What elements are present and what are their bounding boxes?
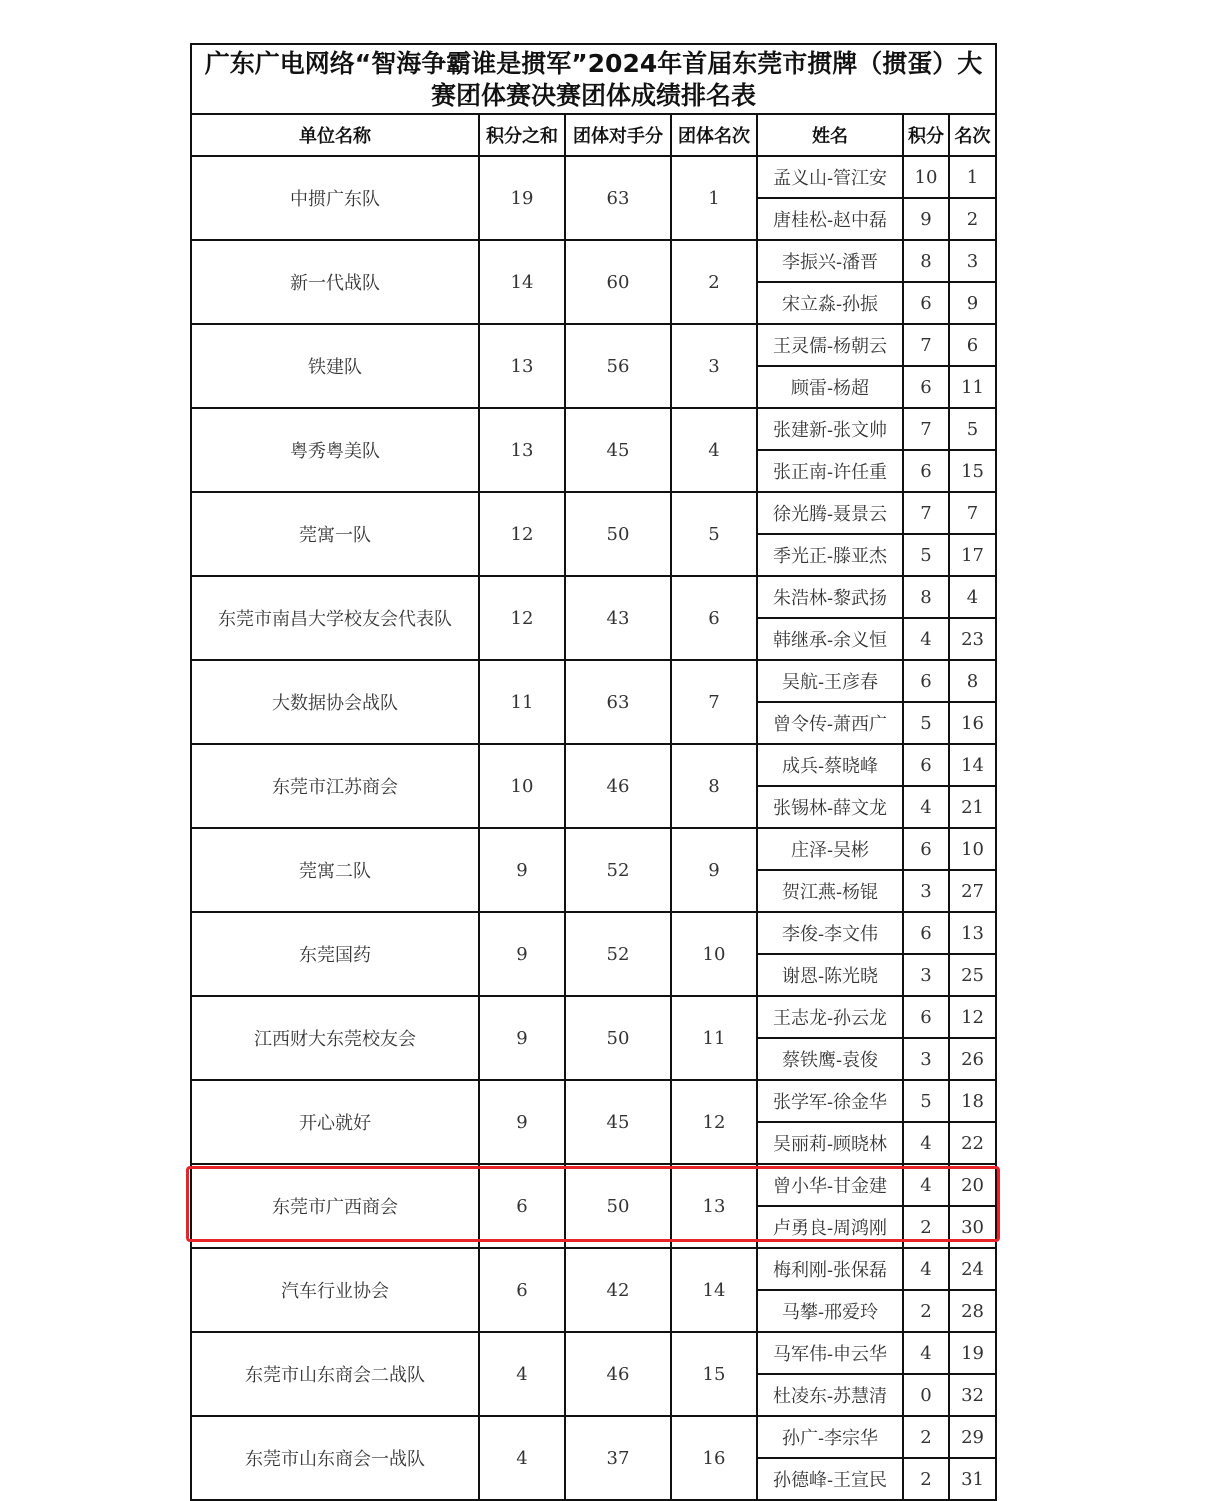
points-sum: 6 <box>479 1248 565 1332</box>
player-rank: 5 <box>949 408 996 450</box>
player-names: 谢恩-陈光晓 <box>757 954 903 996</box>
player-points: 8 <box>903 576 949 618</box>
opponent-points: 63 <box>565 660 671 744</box>
player-rank: 27 <box>949 870 996 912</box>
player-rank: 31 <box>949 1458 996 1500</box>
player-names: 曾令传-萧西广 <box>757 702 903 744</box>
player-points: 8 <box>903 240 949 282</box>
opponent-points: 63 <box>565 156 671 240</box>
team-name: 东莞国药 <box>191 912 479 996</box>
player-points: 2 <box>903 1290 949 1332</box>
player-rank: 32 <box>949 1374 996 1416</box>
team-rank: 11 <box>671 996 757 1080</box>
team-rank: 15 <box>671 1332 757 1416</box>
player-points: 5 <box>903 534 949 576</box>
table-row <box>191 408 996 450</box>
player-names: 张正南-许任重 <box>757 450 903 492</box>
player-names: 孙广-李宗华 <box>757 1416 903 1458</box>
player-names: 顾雷-杨超 <box>757 366 903 408</box>
player-points: 6 <box>903 912 949 954</box>
opponent-points: 50 <box>565 1164 671 1248</box>
player-points: 5 <box>903 1080 949 1122</box>
team-name: 铁建队 <box>191 324 479 408</box>
player-points: 6 <box>903 828 949 870</box>
team-rank: 13 <box>671 1164 757 1248</box>
player-points: 4 <box>903 1248 949 1290</box>
team-name: 东莞市山东商会一战队 <box>191 1416 479 1500</box>
player-points: 0 <box>903 1374 949 1416</box>
player-names: 曾小华-甘金建 <box>757 1164 903 1206</box>
team-name: 粤秀粤美队 <box>191 408 479 492</box>
table-row <box>191 912 996 954</box>
player-names: 杜凌东-苏慧清 <box>757 1374 903 1416</box>
player-names: 李俊-李文伟 <box>757 912 903 954</box>
player-points: 9 <box>903 198 949 240</box>
table-row <box>191 156 996 198</box>
player-names: 吴航-王彦春 <box>757 660 903 702</box>
table-row <box>191 1332 996 1374</box>
player-rank: 4 <box>949 576 996 618</box>
player-rank: 3 <box>949 240 996 282</box>
player-rank: 20 <box>949 1164 996 1206</box>
player-rank: 7 <box>949 492 996 534</box>
player-names: 梅利刚-张保磊 <box>757 1248 903 1290</box>
player-points: 3 <box>903 954 949 996</box>
header-points-sum: 积分之和 <box>479 114 565 156</box>
team-rank: 5 <box>671 492 757 576</box>
player-names: 蔡铁鹰-袁俊 <box>757 1038 903 1080</box>
points-sum: 13 <box>479 324 565 408</box>
player-names: 庄泽-吴彬 <box>757 828 903 870</box>
table-title: 广东广电网络“智海争霸谁是掼军”2024年首届东莞市掼牌（掼蛋）大赛团体赛决赛团体成绩排名表 <box>191 44 996 114</box>
opponent-points: 43 <box>565 576 671 660</box>
team-name: 新一代战队 <box>191 240 479 324</box>
player-points: 3 <box>903 870 949 912</box>
player-names: 孙德峰-王宣民 <box>757 1458 903 1500</box>
team-name: 东莞市江苏商会 <box>191 744 479 828</box>
points-sum: 12 <box>479 576 565 660</box>
points-sum: 9 <box>479 828 565 912</box>
player-names: 卢勇良-周鸿刚 <box>757 1206 903 1248</box>
player-names: 宋立淼-孙振 <box>757 282 903 324</box>
team-rank: 14 <box>671 1248 757 1332</box>
team-rank: 4 <box>671 408 757 492</box>
player-names: 季光正-滕亚杰 <box>757 534 903 576</box>
header-points: 积分 <box>903 114 949 156</box>
player-points: 6 <box>903 366 949 408</box>
player-names: 张锡林-薛文龙 <box>757 786 903 828</box>
player-names: 王志龙-孙云龙 <box>757 996 903 1038</box>
player-rank: 25 <box>949 954 996 996</box>
points-sum: 6 <box>479 1164 565 1248</box>
team-name: 东莞市南昌大学校友会代表队 <box>191 576 479 660</box>
player-rank: 23 <box>949 618 996 660</box>
player-rank: 26 <box>949 1038 996 1080</box>
points-sum: 14 <box>479 240 565 324</box>
player-points: 6 <box>903 996 949 1038</box>
points-sum: 19 <box>479 156 565 240</box>
opponent-points: 52 <box>565 828 671 912</box>
points-sum: 9 <box>479 912 565 996</box>
opponent-points: 60 <box>565 240 671 324</box>
player-names: 徐光腾-聂景云 <box>757 492 903 534</box>
points-sum: 4 <box>479 1416 565 1500</box>
player-rank: 19 <box>949 1332 996 1374</box>
table-row <box>191 744 996 786</box>
table-row <box>191 240 996 282</box>
player-points: 4 <box>903 786 949 828</box>
table-row <box>191 1080 996 1122</box>
player-points: 2 <box>903 1206 949 1248</box>
table-row <box>191 492 996 534</box>
player-names: 吴丽莉-顾晓林 <box>757 1122 903 1164</box>
points-sum: 11 <box>479 660 565 744</box>
header-rank: 名次 <box>949 114 996 156</box>
team-name: 东莞市广西商会 <box>191 1164 479 1248</box>
player-points: 4 <box>903 1122 949 1164</box>
player-names: 成兵-蔡晓峰 <box>757 744 903 786</box>
player-names: 李振兴-潘晋 <box>757 240 903 282</box>
player-rank: 16 <box>949 702 996 744</box>
player-rank: 11 <box>949 366 996 408</box>
player-names: 王灵儒-杨朝云 <box>757 324 903 366</box>
table-row <box>191 660 996 702</box>
player-rank: 13 <box>949 912 996 954</box>
team-name: 大数据协会战队 <box>191 660 479 744</box>
team-name: 开心就好 <box>191 1080 479 1164</box>
points-sum: 13 <box>479 408 565 492</box>
team-name: 莞寓一队 <box>191 492 479 576</box>
player-rank: 29 <box>949 1416 996 1458</box>
player-points: 6 <box>903 450 949 492</box>
player-rank: 24 <box>949 1248 996 1290</box>
player-points: 6 <box>903 744 949 786</box>
player-rank: 21 <box>949 786 996 828</box>
points-sum: 9 <box>479 1080 565 1164</box>
opponent-points: 45 <box>565 1080 671 1164</box>
opponent-points: 42 <box>565 1248 671 1332</box>
table-row <box>191 1248 996 1290</box>
player-points: 4 <box>903 618 949 660</box>
team-rank: 3 <box>671 324 757 408</box>
team-name: 莞寓二队 <box>191 828 479 912</box>
team-rank: 9 <box>671 828 757 912</box>
player-rank: 22 <box>949 1122 996 1164</box>
player-rank: 10 <box>949 828 996 870</box>
player-points: 3 <box>903 1038 949 1080</box>
header-player-names: 姓名 <box>757 114 903 156</box>
team-rank: 6 <box>671 576 757 660</box>
opponent-points: 46 <box>565 1332 671 1416</box>
title-row <box>191 44 996 114</box>
player-names: 唐桂松-赵中磊 <box>757 198 903 240</box>
player-points: 6 <box>903 282 949 324</box>
player-points: 7 <box>903 324 949 366</box>
opponent-points: 52 <box>565 912 671 996</box>
player-rank: 1 <box>949 156 996 198</box>
points-sum: 4 <box>479 1332 565 1416</box>
header-unit: 单位名称 <box>191 114 479 156</box>
points-sum: 10 <box>479 744 565 828</box>
player-points: 7 <box>903 408 949 450</box>
player-rank: 6 <box>949 324 996 366</box>
table-row <box>191 324 996 366</box>
team-rank: 10 <box>671 912 757 996</box>
team-rank: 2 <box>671 240 757 324</box>
player-rank: 14 <box>949 744 996 786</box>
opponent-points: 50 <box>565 492 671 576</box>
table-row <box>191 828 996 870</box>
player-rank: 9 <box>949 282 996 324</box>
opponent-points: 50 <box>565 996 671 1080</box>
player-points: 2 <box>903 1416 949 1458</box>
player-rank: 12 <box>949 996 996 1038</box>
player-rank: 18 <box>949 1080 996 1122</box>
player-points: 4 <box>903 1332 949 1374</box>
table-row <box>191 1164 996 1206</box>
team-rank: 16 <box>671 1416 757 1500</box>
player-points: 6 <box>903 660 949 702</box>
opponent-points: 46 <box>565 744 671 828</box>
points-sum: 9 <box>479 996 565 1080</box>
player-points: 10 <box>903 156 949 198</box>
player-points: 2 <box>903 1458 949 1500</box>
player-names: 马军伟-申云华 <box>757 1332 903 1374</box>
team-name: 中掼广东队 <box>191 156 479 240</box>
player-names: 韩继承-余义恒 <box>757 618 903 660</box>
header-team-rank: 团体名次 <box>671 114 757 156</box>
player-rank: 17 <box>949 534 996 576</box>
player-points: 7 <box>903 492 949 534</box>
player-rank: 8 <box>949 660 996 702</box>
player-names: 张学军-徐金华 <box>757 1080 903 1122</box>
player-names: 张建新-张文帅 <box>757 408 903 450</box>
points-sum: 12 <box>479 492 565 576</box>
team-rank: 1 <box>671 156 757 240</box>
player-names: 朱浩林-黎武扬 <box>757 576 903 618</box>
ranking-table <box>190 43 997 1501</box>
player-points: 4 <box>903 1164 949 1206</box>
player-rank: 30 <box>949 1206 996 1248</box>
table-row <box>191 996 996 1038</box>
opponent-points: 37 <box>565 1416 671 1500</box>
player-names: 贺江燕-杨锟 <box>757 870 903 912</box>
team-rank: 7 <box>671 660 757 744</box>
team-name: 东莞市山东商会二战队 <box>191 1332 479 1416</box>
team-name: 江西财大东莞校友会 <box>191 996 479 1080</box>
player-points: 5 <box>903 702 949 744</box>
team-rank: 8 <box>671 744 757 828</box>
player-rank: 2 <box>949 198 996 240</box>
player-rank: 28 <box>949 1290 996 1332</box>
table-row <box>191 1416 996 1458</box>
player-names: 马攀-邢爱玲 <box>757 1290 903 1332</box>
header-row <box>191 114 996 156</box>
team-name: 汽车行业协会 <box>191 1248 479 1332</box>
player-rank: 15 <box>949 450 996 492</box>
header-opponent-points: 团体对手分 <box>565 114 671 156</box>
player-names: 孟义山-管江安 <box>757 156 903 198</box>
opponent-points: 56 <box>565 324 671 408</box>
team-rank: 12 <box>671 1080 757 1164</box>
opponent-points: 45 <box>565 408 671 492</box>
table-row <box>191 576 996 618</box>
team-rows <box>191 156 996 1500</box>
